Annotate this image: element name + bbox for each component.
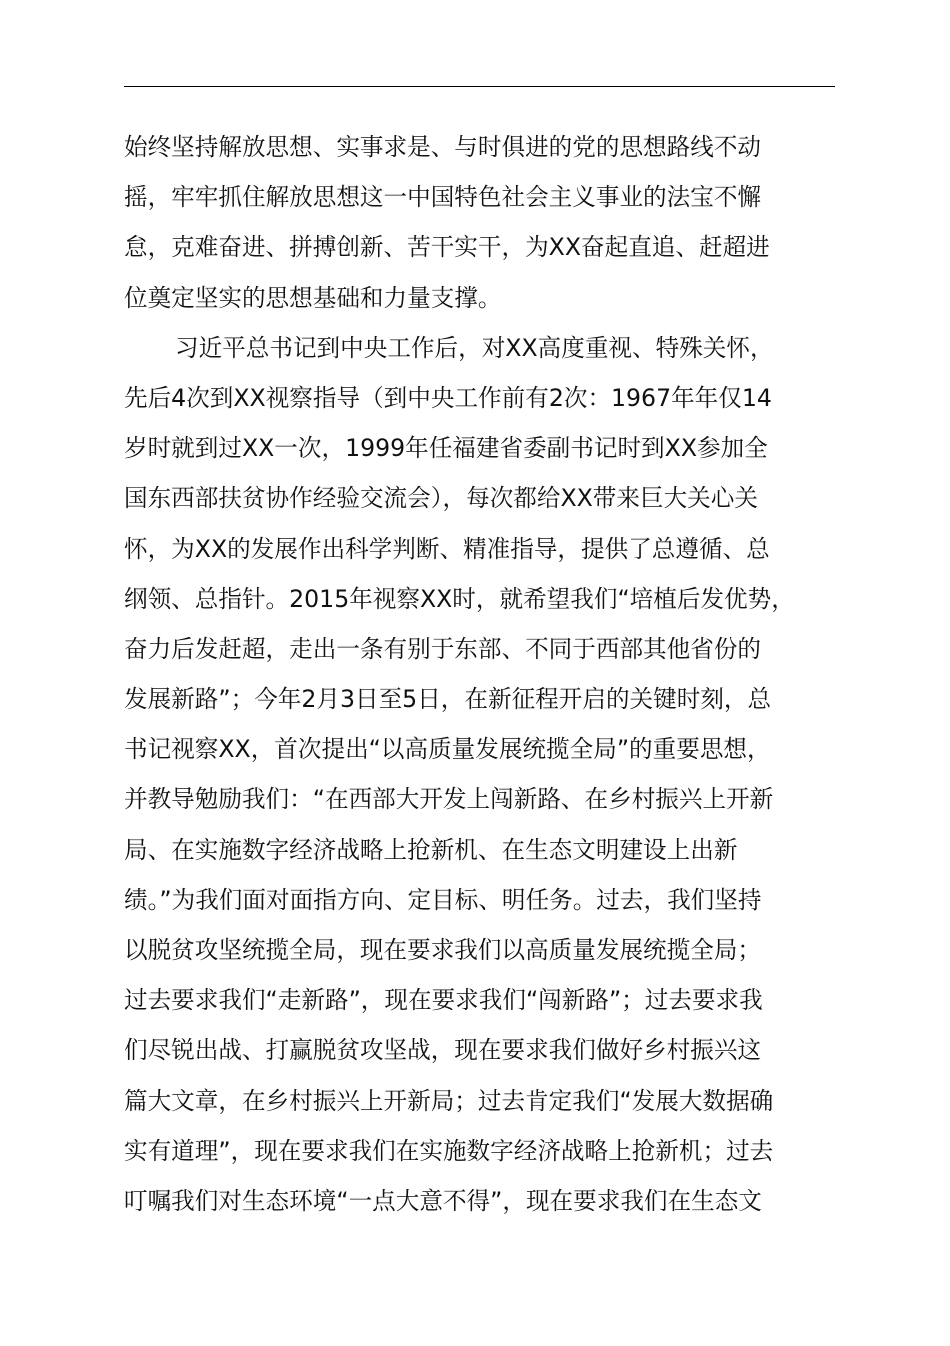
text-line: 局、在实施数字经济战略上抢新机、在生态文明建设上出新 — [124, 835, 738, 864]
text-line: 书记视察XX，首次提出“以高质量发展统揽全局”的重要思想， — [124, 735, 771, 764]
text-line: 发展新路”；今年2月3日至5日，在新征程开启的关键时刻，总 — [124, 685, 772, 714]
text-line: 国东西部扶贫协作经验交流会），每次都给XX带来巨大关心关 — [124, 484, 758, 513]
text-line: 篇大文章，在乡村振兴上开新局；过去肯定我们“发展大数据确 — [124, 1086, 774, 1115]
header-rule — [124, 86, 835, 87]
text-line: 过去要求我们“走新路”，现在要求我们“闯新路”；过去要求我 — [124, 986, 763, 1015]
text-line: 怀，为XX的发展作出科学判断、精准指导，提供了总遵循、总 — [124, 534, 770, 563]
paragraph-first-line: 习近平总书记到中央工作后，对XX高度重视、特殊关怀， — [175, 333, 774, 362]
text-line: 岁时就到过XX一次，1999年任福建省委副书记时到XX参加全 — [124, 434, 768, 463]
text-line: 先后4次到XX视察指导（到中央工作前有2次：1967年年仅14 — [124, 383, 772, 412]
text-line: 始终坚持解放思想、实事求是、与时俱进的党的思想路线不动 — [124, 133, 762, 161]
text-line: 奋力后发赶超，走出一条有别于东部、不同于西部其他省份的 — [124, 634, 762, 663]
text-line: 绩。”为我们面对面指方向、定目标、明任务。过去，我们坚持 — [124, 885, 762, 914]
text-line: 摇，牢牢抓住解放思想这一中国特色社会主义事业的法宝不懈 — [124, 183, 762, 212]
text-line: 怠，克难奋进、拼搏创新、苦干实干，为XX奋起直追、赶超进 — [124, 233, 770, 262]
body-text — [124, 122, 884, 1226]
text-line: 纲领、总指针。2015年视察XX时，就希望我们“培植后发优势， — [124, 584, 795, 613]
text-line: 们尽锐出战、打赢脱贫攻坚战，现在要求我们做好乡村振兴这 — [124, 1036, 762, 1065]
text-line: 位奠定坚实的思想基础和力量支撑。 — [124, 283, 502, 312]
text-line: 实有道理”，现在要求我们在实施数字经济战略上抢新机；过去 — [124, 1136, 774, 1165]
text-line: 叮嘱我们对生态环境“一点大意不得”，现在要求我们在生态文 — [124, 1186, 762, 1215]
text-line: 以脱贫攻坚统揽全局，现在要求我们以高质量发展统揽全局； — [124, 936, 762, 964]
text-line: 并教导勉励我们：“在西部大开发上闯新路、在乡村振兴上开新 — [124, 785, 774, 814]
